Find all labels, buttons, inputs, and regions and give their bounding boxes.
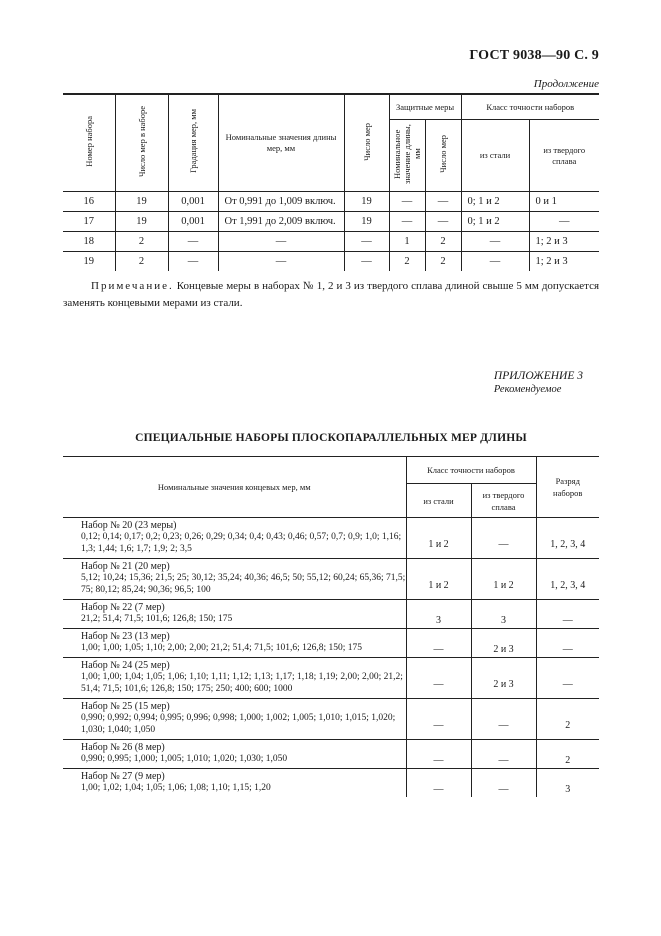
cell-nominal: От 1,991 до 2,009 включ.: [218, 212, 344, 232]
set-row: [63, 699, 599, 713]
cell-steel: —: [461, 232, 529, 252]
set-name: Набор № 20 (23 меры): [63, 518, 406, 532]
set-name: Набор № 25 (15 мер): [63, 699, 406, 713]
special-sets-table: [63, 456, 599, 797]
cell-grade: —: [536, 600, 599, 629]
appendix-title: ПРИЛОЖЕНИЕ 3: [493, 370, 583, 382]
header-steel: из стали: [461, 120, 529, 192]
cell-carbide: —: [471, 740, 536, 769]
table-row: [63, 232, 599, 252]
cell-gradation: 0,001: [168, 192, 218, 212]
table-row: [63, 192, 599, 212]
cell-set: 16: [63, 192, 115, 212]
appendix-subtitle: Рекомендуемое: [493, 384, 562, 395]
cell-carbide: 2 и 3: [471, 658, 536, 699]
section-title: СПЕЦИАЛЬНЫЕ НАБОРЫ ПЛОСКОПАРАЛЛЕЛЬНЫХ МЕР ДЛИНЫ: [135, 432, 527, 444]
cell-prot-nominal: —: [389, 212, 425, 232]
header-count-in-set: Число мер в наборе: [115, 94, 168, 192]
header-accuracy-class: Класс точности наборов: [406, 457, 536, 484]
set-name: Набор № 22 (7 мер): [63, 600, 406, 614]
set-values: 1,00; 1,00; 1,05; 1,10; 2,00; 2,00; 21,2; 51,4; 71,5; 101,6; 126,8; 150; 175: [63, 642, 406, 658]
cell-count: 19: [344, 212, 389, 232]
header-prot-count: Число мер: [425, 120, 461, 192]
note-label: Примечание.: [91, 280, 174, 292]
cell-set: 18: [63, 232, 115, 252]
cell-steel: —: [461, 252, 529, 272]
page-header: ГОСТ 9038—90 С. 9: [469, 48, 599, 63]
cell-prot-count: —: [425, 192, 461, 212]
set-row: [63, 559, 599, 573]
cell-carbide: 1 и 2: [471, 559, 536, 600]
cell-set: 17: [63, 212, 115, 232]
set-values: 1,00; 1,02; 1,04; 1,05; 1,06; 1,08; 1,10; 1,15; 1,20: [63, 782, 406, 797]
cell-steel: 1 и 2: [406, 559, 471, 600]
header-carbide: из твердого сплава: [529, 120, 599, 192]
cell-steel: —: [406, 629, 471, 658]
cell-count-in-set: 19: [115, 212, 168, 232]
cell-gradation: —: [168, 232, 218, 252]
header-nominal: Номинальные значения длины мер, мм: [218, 94, 344, 192]
cell-grade: —: [536, 658, 599, 699]
cell-count-in-set: 2: [115, 232, 168, 252]
table-row: [63, 212, 599, 232]
cell-carbide: 3: [471, 600, 536, 629]
cell-prot-nominal: 2: [389, 252, 425, 272]
set-values: 0,990; 0,995; 1,000; 1,005; 1,010; 1,020; 1,030; 1,050: [63, 753, 406, 769]
cell-steel: 0; 1 и 2: [461, 192, 529, 212]
header-protective: Защитные меры: [389, 94, 461, 120]
header-set-number: Номер набора: [63, 94, 115, 192]
cell-carbide: 0 и 1: [535, 196, 557, 207]
cell-count: 19: [344, 192, 389, 212]
cell-prot-count: —: [425, 212, 461, 232]
cell-steel: —: [406, 769, 471, 798]
set-name: Набор № 24 (25 мер): [63, 658, 406, 672]
set-name: Набор № 26 (8 мер): [63, 740, 406, 754]
cell-carbide: 1; 2 и 3: [529, 232, 599, 252]
header-steel: из стали: [406, 484, 471, 518]
set-row: [63, 740, 599, 754]
cell-steel: 1 и 2: [406, 518, 471, 559]
cell-prot-nominal: 1: [389, 232, 425, 252]
cell-grade: 2: [536, 699, 599, 740]
cell-steel: 0; 1 и 2: [461, 212, 529, 232]
set-row: [63, 658, 599, 672]
appendix-label: [494, 370, 583, 396]
cell-carbide: 1; 2 и 3: [529, 252, 599, 272]
set-row: [63, 518, 599, 532]
set-values: 5,12; 10,24; 15,36; 21,5; 25; 30,12; 35,24; 40,36; 46,5; 50; 55,12; 60,24; 65,36; 71,5; 75; 80,12; 85,24; 90,36; 96,5; 100: [63, 572, 406, 600]
cell-set: 19: [63, 252, 115, 272]
header-carbide: из твердого сплава: [471, 484, 536, 518]
cell-steel: —: [406, 699, 471, 740]
set-values: 1,00; 1,00; 1,04; 1,05; 1,06; 1,10; 1,11; 1,12; 1,13; 1,17; 1,18; 1,19; 2,00; 2,00; 21,2; 51,4; 71,5; 101,6; 126,8; 150; 175; 250; 400; 600; 1000: [63, 671, 406, 699]
set-name: Набор № 23 (13 мер): [63, 629, 406, 643]
cell-count-in-set: 19: [115, 192, 168, 212]
set-row: [63, 629, 599, 643]
cell-grade: 1, 2, 3, 4: [536, 518, 599, 559]
cell-carbide: —: [471, 769, 536, 798]
cell-count-in-set: 2: [115, 252, 168, 272]
cell-carbide: —: [529, 212, 599, 232]
cell-prot-count: 2: [425, 252, 461, 272]
set-values: 21,2; 51,4; 71,5; 101,6; 126,8; 150; 175: [63, 613, 406, 629]
cell-carbide: 2 и 3: [471, 629, 536, 658]
cell-prot-count: 2: [425, 232, 461, 252]
cell-nominal: От 0,991 до 1,009 включ.: [218, 192, 344, 212]
cell-nominal: —: [218, 232, 344, 252]
cell-grade: 2: [536, 740, 599, 769]
cell-prot-nominal: —: [389, 192, 425, 212]
cell-steel: —: [406, 658, 471, 699]
set-name: Набор № 27 (9 мер): [63, 769, 406, 783]
set-row: [63, 769, 599, 783]
set-row: [63, 600, 599, 614]
cell-carbide: —: [471, 518, 536, 559]
continuation-table: [63, 93, 599, 271]
cell-grade: —: [536, 629, 599, 658]
set-name: Набор № 21 (20 мер): [63, 559, 406, 573]
cell-gradation: 0,001: [168, 212, 218, 232]
cell-carbide: —: [471, 699, 536, 740]
cell-grade: 3: [536, 769, 599, 798]
note: [63, 278, 599, 312]
header-gradation: Градация мер, мм: [168, 94, 218, 192]
cell-steel: 3: [406, 600, 471, 629]
set-values: 0,990; 0,992; 0,994; 0,995; 0,996; 0,998; 1,000; 1,002; 1,005; 1,010; 1,015; 1,020; 1,030; 1,040; 1,050: [63, 712, 406, 740]
cell-nominal: —: [218, 252, 344, 272]
cell-count: —: [344, 252, 389, 272]
note-text: Концевые меры в наборах № 1, 2 и 3 из твердого сплава длиной свыше 5 мм допускается заменять концевыми мерами из стали.: [63, 280, 600, 309]
header-accuracy-class: Класс точности наборов: [461, 94, 599, 120]
cell-gradation: —: [168, 252, 218, 272]
header-count: Число мер: [344, 94, 389, 192]
set-values: 0,12; 0,14; 0,17; 0,2; 0,23; 0,26; 0,29; 0,34; 0,4; 0,43; 0,46; 0,57; 0,7; 0,9; 1,0; 1,16; 1,3; 1,44; 1,6; 1,7; 1,9; 2; 3,5: [63, 531, 406, 559]
cell-grade: 1, 2, 3, 4: [536, 559, 599, 600]
continued-label: Продолжение: [533, 78, 599, 90]
cell-steel: —: [406, 740, 471, 769]
header-grade: Разряд наборов: [536, 457, 599, 518]
header-nominal-values: Номинальные значения концевых мер, мм: [63, 457, 406, 518]
cell-count: —: [344, 232, 389, 252]
table-row: [63, 252, 599, 272]
header-prot-nominal: Номинальное значение длины, мм: [389, 120, 425, 192]
